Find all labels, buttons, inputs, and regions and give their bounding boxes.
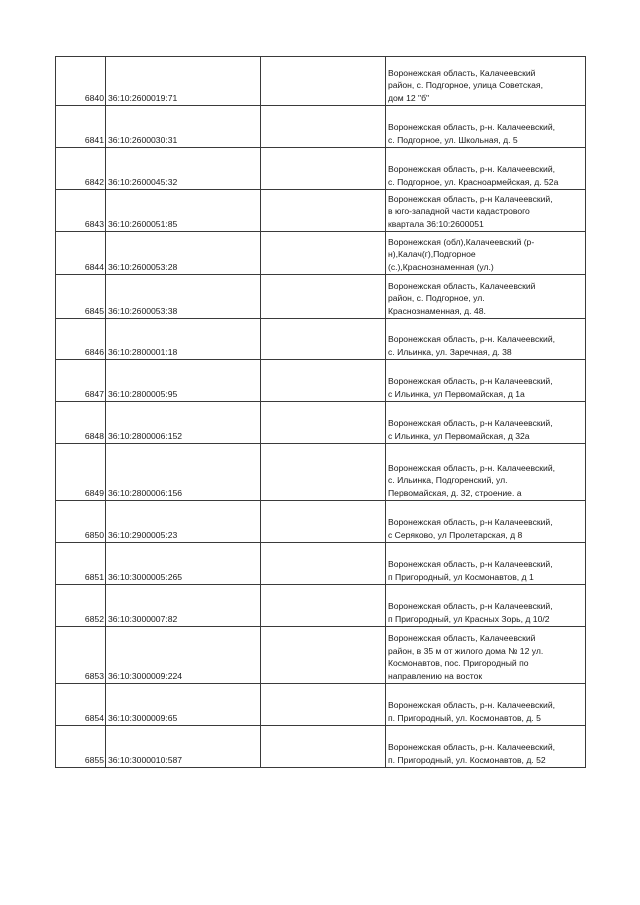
table-row	[56, 232, 586, 275]
address-cell	[386, 585, 586, 627]
address-line: п. Пригородный, ул. Космонавтов, д. 52	[388, 755, 546, 766]
empty-cell	[261, 275, 386, 319]
table-row	[56, 360, 586, 402]
address-line: с Ильинка, ул Первомайская, д 32а	[388, 431, 530, 442]
address-cell	[386, 543, 586, 585]
table-row	[56, 726, 586, 768]
table-row	[56, 319, 586, 360]
property-table	[55, 56, 586, 768]
address-cell	[386, 501, 586, 543]
address-line: с. Ильинка, Подгоренский, ул.	[388, 475, 508, 486]
address-line: Воронежская область, р-н. Калачеевский,	[388, 334, 556, 345]
row-number: 6844	[56, 232, 106, 275]
address-line: Воронежская область, р-н Калачеевский,	[388, 418, 553, 429]
empty-cell	[261, 444, 386, 501]
row-number: 6848	[56, 402, 106, 444]
row-number: 6850	[56, 501, 106, 543]
address-line: с. Ильинка, ул. Заречная, д. 38	[388, 347, 512, 358]
empty-cell	[261, 585, 386, 627]
cadastral-number: 36:10:3000009:65	[106, 684, 261, 726]
address-cell	[386, 402, 586, 444]
row-number: 6843	[56, 190, 106, 232]
row-number: 6854	[56, 684, 106, 726]
empty-cell	[261, 232, 386, 275]
address-line: направлению на восток	[388, 671, 483, 682]
row-number: 6849	[56, 444, 106, 501]
address-cell	[386, 190, 586, 232]
row-number: 6855	[56, 726, 106, 768]
address-cell	[386, 684, 586, 726]
cadastral-number: 36:10:2600053:28	[106, 232, 261, 275]
address-line: Краснознаменная, д. 48.	[388, 306, 486, 317]
address-line: Воронежская область, р-н. Калачеевский,	[388, 462, 556, 473]
empty-cell	[261, 360, 386, 402]
address-line: район, с. Подгорное, улица Советская,	[388, 80, 543, 91]
cadastral-number: 36:10:3000009:224	[106, 627, 261, 684]
table-row	[56, 402, 586, 444]
cadastral-number: 36:10:2600053:38	[106, 275, 261, 319]
empty-cell	[261, 190, 386, 232]
address-line: Воронежская (обл),Калачеевский (р-	[388, 236, 535, 247]
address-line: Воронежская область, р-н. Калачеевский,	[388, 122, 556, 133]
address-cell	[386, 444, 586, 501]
address-cell	[386, 319, 586, 360]
empty-cell	[261, 148, 386, 190]
address-line: Первомайская, д. 32, строение. а	[388, 488, 522, 499]
address-cell	[386, 627, 586, 684]
cadastral-number: 36:10:3000005:265	[106, 543, 261, 585]
address-cell	[386, 726, 586, 768]
cadastral-number: 36:10:2600051:85	[106, 190, 261, 232]
address-line: с Серяково, ул Пролетарская, д 8	[388, 530, 523, 541]
cadastral-number: 36:10:3000010:587	[106, 726, 261, 768]
address-line: Воронежская область, Калачеевский	[388, 67, 536, 78]
address-line: с. Подгорное, ул. Красноармейская, д. 52а	[388, 177, 559, 188]
row-number: 6841	[56, 106, 106, 148]
address-cell	[386, 148, 586, 190]
cadastral-number: 36:10:2800001:18	[106, 319, 261, 360]
empty-cell	[261, 57, 386, 106]
address-cell	[386, 232, 586, 275]
table-row	[56, 444, 586, 501]
table-row	[56, 627, 586, 684]
address-cell	[386, 275, 586, 319]
table-row	[56, 190, 586, 232]
table-row	[56, 275, 586, 319]
address-line: Воронежская область, р-н Калачеевский,	[388, 517, 553, 528]
address-line: Воронежская область, р-н. Калачеевский,	[388, 164, 556, 175]
empty-cell	[261, 106, 386, 148]
address-line: с. Подгорное, ул. Школьная, д. 5	[388, 135, 518, 146]
cadastral-number: 36:10:2800006:156	[106, 444, 261, 501]
address-line: п. Пригородный, ул. Космонавтов, д. 5	[388, 713, 541, 724]
address-line: п Пригородный, ул Красных Зорь, д 10/2	[388, 614, 550, 625]
cadastral-number: 36:10:2600019:71	[106, 57, 261, 106]
table-row	[56, 501, 586, 543]
empty-cell	[261, 627, 386, 684]
cadastral-number: 36:10:2600030:31	[106, 106, 261, 148]
address-line: Воронежская область, р-н. Калачеевский,	[388, 742, 556, 753]
address-line: с Ильинка, ул Первомайская, д 1а	[388, 389, 525, 400]
address-line: Воронежская область, р-н Калачеевский,	[388, 601, 553, 612]
cadastral-number: 36:10:2800006:152	[106, 402, 261, 444]
address-line: Воронежская область, р-н Калачеевский,	[388, 376, 553, 387]
row-number: 6852	[56, 585, 106, 627]
cadastral-number: 36:10:2800005:95	[106, 360, 261, 402]
row-number: 6853	[56, 627, 106, 684]
address-line: в юго-западной части кадастрового	[388, 206, 530, 217]
cadastral-number: 36:10:2600045:32	[106, 148, 261, 190]
property-table-body	[56, 57, 586, 768]
table-row	[56, 543, 586, 585]
address-line: Воронежская область, р-н Калачеевский,	[388, 193, 553, 204]
row-number: 6847	[56, 360, 106, 402]
address-line: Космонавтов, пос. Пригородный по	[388, 658, 529, 669]
cadastral-number: 36:10:2900005:23	[106, 501, 261, 543]
address-line: район, в 35 м от жилого дома № 12 ул.	[388, 645, 544, 656]
address-line: Воронежская область, р-н Калачеевский,	[388, 559, 553, 570]
address-line: п Пригородный, ул Космонавтов, д 1	[388, 572, 534, 583]
address-line: квартала 36:10:2600051	[388, 219, 484, 230]
address-line: н),Калач(г),Подгорное	[388, 249, 476, 260]
row-number: 6845	[56, 275, 106, 319]
empty-cell	[261, 319, 386, 360]
address-line: Воронежская область, Калачеевский	[388, 632, 536, 643]
row-number: 6842	[56, 148, 106, 190]
address-cell	[386, 360, 586, 402]
address-line: район, с. Подгорное, ул.	[388, 293, 485, 304]
empty-cell	[261, 726, 386, 768]
empty-cell	[261, 543, 386, 585]
table-row	[56, 684, 586, 726]
address-cell	[386, 57, 586, 106]
empty-cell	[261, 684, 386, 726]
empty-cell	[261, 501, 386, 543]
address-line: дом 12 "б"	[388, 93, 430, 104]
address-line: Воронежская область, р-н. Калачеевский,	[388, 700, 556, 711]
row-number: 6840	[56, 57, 106, 106]
table-row	[56, 148, 586, 190]
cadastral-number: 36:10:3000007:82	[106, 585, 261, 627]
table-row	[56, 585, 586, 627]
address-cell	[386, 106, 586, 148]
address-line: Воронежская область, Калачеевский	[388, 280, 536, 291]
row-number: 6846	[56, 319, 106, 360]
address-line: (с.),Краснознаменная (ул.)	[388, 262, 494, 273]
table-row	[56, 106, 586, 148]
row-number: 6851	[56, 543, 106, 585]
table-row	[56, 57, 586, 106]
empty-cell	[261, 402, 386, 444]
